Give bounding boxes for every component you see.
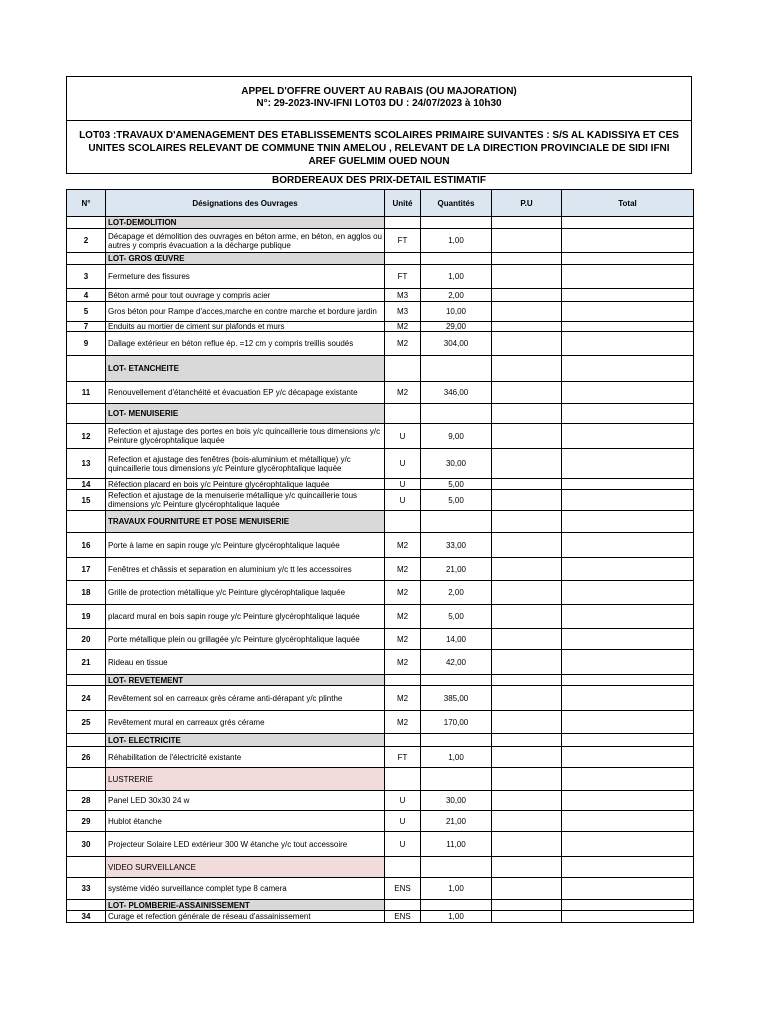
- lot-qty-empty: [421, 734, 492, 747]
- item-designation: Béton armé pour tout ouvrage y compris acier: [106, 289, 385, 302]
- item-unit: M2: [385, 382, 421, 404]
- item-number: 16: [67, 533, 106, 558]
- table-row: [67, 382, 694, 404]
- lot-number-empty: [67, 253, 106, 265]
- item-unit-price: [492, 490, 562, 511]
- lot-qty-empty: [421, 404, 492, 424]
- item-designation: Porte à lame en sapin rouge y/c Peinture glycérophtalique laquée: [106, 533, 385, 558]
- table-row: [67, 832, 694, 857]
- tender-reference: N°: 29-2023-INV-IFNI LOT03 DU : 24/07/2023 à 10h30: [256, 98, 502, 109]
- item-quantity: 1,00: [421, 229, 492, 253]
- item-unit-price: [492, 878, 562, 900]
- item-unit: U: [385, 811, 421, 832]
- item-designation: Curage et refection générale de réseau d'assainissement: [106, 911, 385, 923]
- item-designation: Revêtement sol en carreaux grès cérame anti-dérapant y/c plinthe: [106, 686, 385, 711]
- lot-unit-empty: [385, 217, 421, 229]
- item-total: [562, 490, 694, 511]
- item-number: 13: [67, 449, 106, 479]
- item-unit-price: [492, 711, 562, 734]
- col-header-num: N°: [67, 190, 106, 217]
- item-unit: FT: [385, 229, 421, 253]
- lot-unit-empty: [385, 511, 421, 533]
- item-quantity: 29,00: [421, 322, 492, 332]
- item-unit-price: [492, 791, 562, 811]
- item-designation: Projecteur Solaire LED extérieur 300 W étanche y/c tout accessoire: [106, 832, 385, 857]
- item-designation: Revêtement mural en carreaux grés cérame: [106, 711, 385, 734]
- item-quantity: 21,00: [421, 811, 492, 832]
- table-row: [67, 791, 694, 811]
- col-header-unit: Unité: [385, 190, 421, 217]
- table-row: [67, 229, 694, 253]
- item-designation: Rideau en tissue: [106, 650, 385, 675]
- item-unit: M2: [385, 332, 421, 356]
- item-unit-price: [492, 832, 562, 857]
- lot-number-empty: [67, 900, 106, 911]
- item-designation: Refection et ajustage des portes en bois y/c quincaillerie tous dimensions y/c Peinture glycérophtalique laquée: [106, 424, 385, 449]
- item-unit-price: [492, 322, 562, 332]
- item-total: [562, 229, 694, 253]
- item-unit: U: [385, 791, 421, 811]
- item-unit: FT: [385, 747, 421, 768]
- item-unit: M2: [385, 558, 421, 581]
- item-unit: U: [385, 449, 421, 479]
- tender-title: APPEL D'OFFRE OUVERT AU RABAIS (OU MAJORATION): [241, 86, 517, 97]
- lot-qty-empty: [421, 857, 492, 878]
- item-unit: M2: [385, 711, 421, 734]
- lot-total-empty: [562, 857, 694, 878]
- lot-heading: VIDEO SURVEILLANCE: [106, 857, 385, 878]
- table-header-row: [67, 190, 694, 217]
- item-quantity: 2,00: [421, 581, 492, 605]
- item-designation: Fenêtres et châssis et separation en aluminium y/c tt les accessoires: [106, 558, 385, 581]
- table-row: [67, 811, 694, 832]
- item-total: [562, 558, 694, 581]
- item-unit-price: [492, 449, 562, 479]
- table-row: [67, 605, 694, 629]
- item-total: [562, 650, 694, 675]
- table-row: [67, 289, 694, 302]
- table-row: [67, 686, 694, 711]
- item-quantity: 304,00: [421, 332, 492, 356]
- item-unit-price: [492, 479, 562, 490]
- item-quantity: 5,00: [421, 605, 492, 629]
- lot-section-row: [67, 217, 694, 229]
- table-row: [67, 479, 694, 490]
- item-total: [562, 629, 694, 650]
- item-unit-price: [492, 382, 562, 404]
- item-designation: Gros béton pour Rampe d'acces,marche en contre marche et bordure jardin: [106, 302, 385, 322]
- lot-heading: LOT- PLOMBERIE-ASSAINISSEMENT: [106, 900, 385, 911]
- price-table: [66, 189, 694, 923]
- lot-number-empty: [67, 511, 106, 533]
- lot-qty-empty: [421, 900, 492, 911]
- table-row: [67, 878, 694, 900]
- item-quantity: 11,00: [421, 832, 492, 857]
- item-unit-price: [492, 650, 562, 675]
- table-row: [67, 747, 694, 768]
- lot-qty-empty: [421, 675, 492, 686]
- item-unit: M2: [385, 322, 421, 332]
- item-number: 26: [67, 747, 106, 768]
- item-total: [562, 332, 694, 356]
- item-quantity: 10,00: [421, 302, 492, 322]
- item-number: 12: [67, 424, 106, 449]
- item-quantity: 1,00: [421, 747, 492, 768]
- lot-unit-empty: [385, 356, 421, 382]
- lot-heading: LOT-DEMOLITION: [106, 217, 385, 229]
- item-designation: Grille de protection métallique y/c Peinture glycérophtalique laquée: [106, 581, 385, 605]
- lot-total-empty: [562, 675, 694, 686]
- lot-unit-empty: [385, 768, 421, 791]
- lot-section-row: [67, 675, 694, 686]
- item-number: 14: [67, 479, 106, 490]
- item-total: [562, 811, 694, 832]
- item-quantity: 2,00: [421, 289, 492, 302]
- item-total: [562, 289, 694, 302]
- lot-pu-empty: [492, 675, 562, 686]
- col-header-total: Total: [562, 190, 694, 217]
- item-quantity: 30,00: [421, 791, 492, 811]
- lot-pu-empty: [492, 404, 562, 424]
- lot-number-empty: [67, 768, 106, 791]
- lot-heading: LOT- MENUISERIE: [106, 404, 385, 424]
- lot-section-row: [67, 900, 694, 911]
- item-unit-price: [492, 533, 562, 558]
- lot-total-empty: [562, 217, 694, 229]
- table-row: [67, 581, 694, 605]
- item-unit: ENS: [385, 878, 421, 900]
- table-body: [67, 217, 694, 923]
- item-number: 29: [67, 811, 106, 832]
- item-number: 33: [67, 878, 106, 900]
- item-quantity: 170,00: [421, 711, 492, 734]
- table-row: [67, 449, 694, 479]
- item-unit: U: [385, 424, 421, 449]
- item-unit: M3: [385, 302, 421, 322]
- table-row: [67, 322, 694, 332]
- lot-number-empty: [67, 675, 106, 686]
- item-total: [562, 791, 694, 811]
- item-unit-price: [492, 302, 562, 322]
- table-subtitle: BORDEREAUX DES PRIX-DETAIL ESTIMATIF: [272, 175, 486, 186]
- item-designation: Fermeture des fissures: [106, 265, 385, 289]
- item-number: 25: [67, 711, 106, 734]
- item-designation: Hublot étanche: [106, 811, 385, 832]
- item-total: [562, 581, 694, 605]
- item-designation: Enduits au mortier de ciment sur plafonds et murs: [106, 322, 385, 332]
- item-quantity: 42,00: [421, 650, 492, 675]
- item-quantity: 33,00: [421, 533, 492, 558]
- table-row: [67, 533, 694, 558]
- lot-heading: TRAVAUX FOURNITURE ET POSE MENUISERIE: [106, 511, 385, 533]
- item-designation: Décapage et démolition des ouvrages en béton arme, en béton, en agglos ou autres y compris évacuation a la décharge publique: [106, 229, 385, 253]
- item-unit: M2: [385, 686, 421, 711]
- item-quantity: 21,00: [421, 558, 492, 581]
- lot-heading: LUSTRERIE: [106, 768, 385, 791]
- item-number: 3: [67, 265, 106, 289]
- item-number: 9: [67, 332, 106, 356]
- item-unit-price: [492, 811, 562, 832]
- item-unit: M2: [385, 581, 421, 605]
- lot-total-empty: [562, 253, 694, 265]
- item-unit-price: [492, 558, 562, 581]
- item-unit: U: [385, 479, 421, 490]
- item-unit: U: [385, 490, 421, 511]
- lot-pu-empty: [492, 734, 562, 747]
- item-designation: Réfection placard en bois y/c Peinture glycérophtalique laquée: [106, 479, 385, 490]
- item-designation: système vidéo surveillance complet type 8 camera: [106, 878, 385, 900]
- lot-unit-empty: [385, 857, 421, 878]
- item-number: 7: [67, 322, 106, 332]
- lot-number-empty: [67, 404, 106, 424]
- item-total: [562, 322, 694, 332]
- lot-total-empty: [562, 900, 694, 911]
- lot-total-empty: [562, 356, 694, 382]
- lot-unit-empty: [385, 900, 421, 911]
- item-designation: placard mural en bois sapin rouge y/c Peinture glycérophtalique laquée: [106, 605, 385, 629]
- item-unit: M3: [385, 289, 421, 302]
- item-number: 34: [67, 911, 106, 923]
- item-quantity: 30,00: [421, 449, 492, 479]
- table-row: [67, 558, 694, 581]
- table-row: [67, 911, 694, 923]
- item-total: [562, 265, 694, 289]
- lot-total-empty: [562, 404, 694, 424]
- table-row: [67, 424, 694, 449]
- item-designation: Renouvellement d'étanchéité et évacuation EP y/c décapage existante: [106, 382, 385, 404]
- table-row: [67, 711, 694, 734]
- lot-heading: LOT- REVETEMENT: [106, 675, 385, 686]
- item-unit: U: [385, 832, 421, 857]
- item-unit-price: [492, 289, 562, 302]
- item-total: [562, 832, 694, 857]
- item-total: [562, 302, 694, 322]
- lot-qty-empty: [421, 217, 492, 229]
- item-number: 2: [67, 229, 106, 253]
- lot-total-empty: [562, 768, 694, 791]
- item-quantity: 346,00: [421, 382, 492, 404]
- item-number: 20: [67, 629, 106, 650]
- item-unit: M2: [385, 533, 421, 558]
- lot-section-row: [67, 404, 694, 424]
- item-designation: Porte métallique plein ou grillagée y/c Peinture glycérophtalique laquée: [106, 629, 385, 650]
- lot-section-row: [67, 734, 694, 747]
- item-number: 11: [67, 382, 106, 404]
- item-unit-price: [492, 629, 562, 650]
- item-total: [562, 747, 694, 768]
- table-row: [67, 629, 694, 650]
- item-number: 30: [67, 832, 106, 857]
- item-designation: Panel LED 30x30 24 w: [106, 791, 385, 811]
- lot-pu-empty: [492, 511, 562, 533]
- lot-unit-empty: [385, 675, 421, 686]
- item-unit: ENS: [385, 911, 421, 923]
- item-quantity: 9,00: [421, 424, 492, 449]
- item-unit-price: [492, 229, 562, 253]
- item-quantity: 1,00: [421, 265, 492, 289]
- item-unit: M2: [385, 605, 421, 629]
- lot-pu-empty: [492, 253, 562, 265]
- lot-qty-empty: [421, 356, 492, 382]
- lot-heading: LOT- GROS ŒUVRE: [106, 253, 385, 265]
- col-header-qty: Quantités: [421, 190, 492, 217]
- item-number: 28: [67, 791, 106, 811]
- header-box: [66, 76, 692, 174]
- lot-section-row: [67, 768, 694, 791]
- item-designation: Dallage extérieur en béton reflue ép. =12 cm y compris treillis soudés: [106, 332, 385, 356]
- item-number: 21: [67, 650, 106, 675]
- lot-heading: LOT- ETANCHEITE: [106, 356, 385, 382]
- lot-pu-empty: [492, 857, 562, 878]
- item-unit-price: [492, 686, 562, 711]
- item-number: 17: [67, 558, 106, 581]
- item-total: [562, 878, 694, 900]
- item-total: [562, 479, 694, 490]
- lot-section-row: [67, 356, 694, 382]
- item-quantity: 1,00: [421, 911, 492, 923]
- lot-number-empty: [67, 734, 106, 747]
- lot-total-empty: [562, 734, 694, 747]
- lot-total-empty: [562, 511, 694, 533]
- lot-unit-empty: [385, 253, 421, 265]
- lot-pu-empty: [492, 217, 562, 229]
- item-unit-price: [492, 605, 562, 629]
- item-total: [562, 533, 694, 558]
- lot-section-row: [67, 253, 694, 265]
- item-unit-price: [492, 332, 562, 356]
- item-quantity: 14,00: [421, 629, 492, 650]
- item-unit: M2: [385, 629, 421, 650]
- item-quantity: 5,00: [421, 479, 492, 490]
- item-unit-price: [492, 911, 562, 923]
- item-designation: Refection et ajustage de la menuiserie métallique y/c quincaillerie tous dimensions y/c Peinture glycérophtalique laquée: [106, 490, 385, 511]
- item-total: [562, 911, 694, 923]
- item-designation: Refection et ajustage des fenêtres (bois-aluminium et métallique) y/c quincaillerie tous dimensions y/c Peinture glycérophtalique laquée: [106, 449, 385, 479]
- item-quantity: 5,00: [421, 490, 492, 511]
- table-row: [67, 332, 694, 356]
- item-total: [562, 382, 694, 404]
- col-header-designation: Désignations des Ouvrages: [106, 190, 385, 217]
- table-row: [67, 302, 694, 322]
- lot-heading: LOT- ELECTRICITE: [106, 734, 385, 747]
- item-quantity: 385,00: [421, 686, 492, 711]
- lot-number-empty: [67, 217, 106, 229]
- table-row: [67, 490, 694, 511]
- lot-qty-empty: [421, 511, 492, 533]
- lot-unit-empty: [385, 404, 421, 424]
- item-designation: Réhabilitation de l'électricité existante: [106, 747, 385, 768]
- item-quantity: 1,00: [421, 878, 492, 900]
- item-number: 5: [67, 302, 106, 322]
- header-divider: [67, 120, 691, 121]
- item-unit-price: [492, 747, 562, 768]
- item-unit-price: [492, 424, 562, 449]
- item-total: [562, 686, 694, 711]
- lot-title: LOT03 :TRAVAUX D'AMENAGEMENT DES ETABLISSEMENTS SCOLAIRES PRIMAIRE SUIVANTES : S/S AL KADISSIYA ET CES UNITES SCOLAIRES RELEVANT DE COMMUNE TNIN AMELOU , RELEVANT DE LA DIRECTION PROVINCIALE DE SIDI IFNI AREF GUELMIM OUED NOUN: [79, 130, 679, 167]
- item-number: 24: [67, 686, 106, 711]
- item-unit-price: [492, 265, 562, 289]
- item-total: [562, 424, 694, 449]
- lot-pu-empty: [492, 356, 562, 382]
- item-number: 19: [67, 605, 106, 629]
- lot-pu-empty: [492, 900, 562, 911]
- lot-section-row: [67, 857, 694, 878]
- lot-number-empty: [67, 857, 106, 878]
- table-row: [67, 650, 694, 675]
- table-row: [67, 265, 694, 289]
- col-header-pu: P.U: [492, 190, 562, 217]
- item-number: 18: [67, 581, 106, 605]
- lot-pu-empty: [492, 768, 562, 791]
- lot-qty-empty: [421, 768, 492, 791]
- lot-qty-empty: [421, 253, 492, 265]
- item-number: 4: [67, 289, 106, 302]
- lot-number-empty: [67, 356, 106, 382]
- item-unit: M2: [385, 650, 421, 675]
- lot-unit-empty: [385, 734, 421, 747]
- item-unit-price: [492, 581, 562, 605]
- item-total: [562, 605, 694, 629]
- item-total: [562, 449, 694, 479]
- item-total: [562, 711, 694, 734]
- lot-section-row: [67, 511, 694, 533]
- item-number: 15: [67, 490, 106, 511]
- item-unit: FT: [385, 265, 421, 289]
